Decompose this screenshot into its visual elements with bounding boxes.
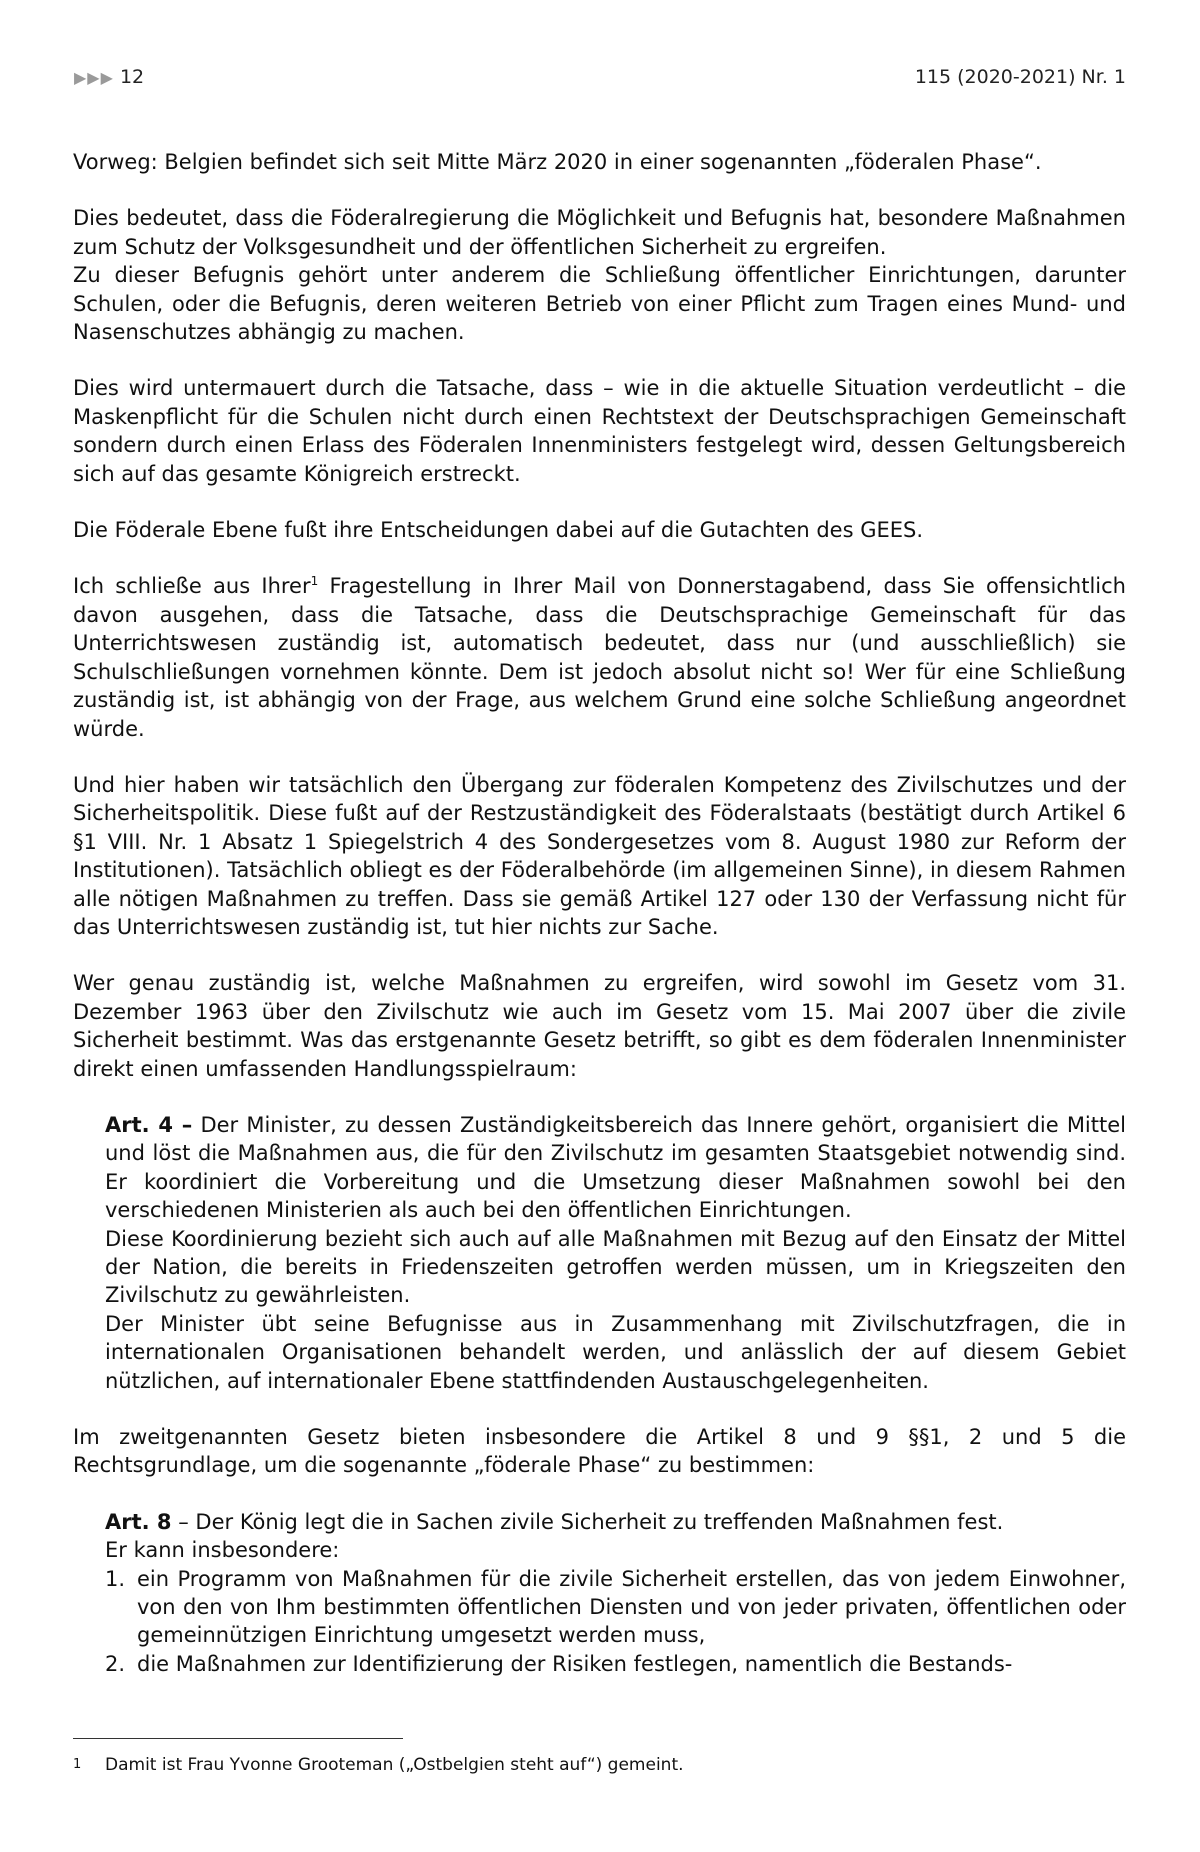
paragraph-text: Ich schließe aus Ihrer	[73, 574, 311, 599]
document-reference: 115 (2020-2021) Nr. 1	[914, 66, 1126, 88]
paragraph: Die Föderale Ebene fußt ihre Entscheidungen dabei auf die Gutachten des GEES.	[73, 518, 924, 543]
header-left	[74, 66, 144, 88]
page-header	[74, 66, 1126, 92]
quote-article-4	[105, 1111, 1126, 1395]
quote-paragraph: Diese Koordinierung bezieht sich auch auf alle Maßnahmen mit Bezug auf den Einsatz der Mittel der Nation, die bereits in Friedenszeiten getroffen werden müssen, um in Kriegszeiten den Zivilschutz zu gewährleisten.	[105, 1226, 1126, 1308]
list-number: 2.	[105, 1651, 126, 1676]
article-8-list	[105, 1565, 1126, 1679]
quote-paragraph: Er kann insbesondere:	[105, 1538, 340, 1563]
arrow-marker-icon: ▶▶▶	[74, 68, 114, 87]
list-item-text: ein Programm von Maßnahmen für die zivile Sicherheit erstellen, das von jedem Einwohner, von den von Ihm bestimmten öffentlichen Diensten und von jeder privaten, öffentlichen oder gemeinnützigen Einrichtung umgesetzt werden muss,	[137, 1566, 1126, 1648]
list-number: 1.	[105, 1566, 126, 1591]
quote-article-8	[105, 1508, 1126, 1678]
page-number: 12	[119, 66, 145, 88]
paragraph: Zu dieser Befugnis gehört unter anderem die Schließung öffentlicher Einrichtungen, darunter Schulen, oder die Befugnis, deren weiteren Betrieb von einer Pflicht zum Tragen eines Mund- und Nasenschutzes abhängig zu machen.	[73, 263, 1126, 345]
paragraph: Dies bedeutet, dass die Föderalregierung die Möglichkeit und Befugnis hat, besondere Maßnahmen zum Schutz der Volksgesundheit und der öffentlichen Sicherheit zu ergreifen.	[73, 206, 1126, 259]
list-item	[105, 1650, 1126, 1678]
quote-paragraph: Der Minister übt seine Befugnisse aus in Zusammenhang mit Zivilschutzfragen, die in internationalen Organisationen behandelt werden, und anlässlich der auf diesem Gebiet nützlichen, auf internationaler Ebene stattfindenden Austauschgelegenheiten.	[105, 1311, 1126, 1393]
quote-text: – Der König legt die in Sachen zivile Sicherheit zu treffenden Maßnahmen fest.	[171, 1509, 1004, 1534]
paragraph: Im zweitgenannten Gesetz bieten insbesondere die Artikel 8 und 9 §§1, 2 und 5 die Rechtsgrundlage, um die sogenannte „föderale Phase“ zu bestimmen:	[73, 1425, 1126, 1478]
article-label: Art. 8	[105, 1509, 172, 1534]
paragraph	[73, 572, 1126, 742]
quote-paragraph	[105, 1508, 1126, 1536]
list-item	[105, 1565, 1126, 1650]
paragraph: Dies wird untermauert durch die Tatsache, dass – wie in die aktuelle Situation verdeutlicht – die Maskenpflicht für die Schulen nicht durch einen Rechtstext der Deutschsprachigen Gemeinschaft sondern durch einen Erlass des Föderalen Innenministers festgelegt wird, dessen Geltungsbereich sich auf das gesamte Königreich erstreckt.	[73, 376, 1126, 486]
quote-paragraph	[105, 1111, 1126, 1225]
footnote-number: 1	[73, 1757, 82, 1772]
article-label: Art. 4 –	[105, 1112, 193, 1137]
paragraph: Vorweg: Belgien befindet sich seit Mitte März 2020 in einer sogenannten „föderalen Phase“.	[73, 150, 1042, 174]
footnote-separator	[73, 1738, 403, 1739]
footnote-reference[interactable]: 1	[310, 574, 319, 589]
paragraph: Und hier haben wir tatsächlich den Übergang zur föderalen Kompetenz des Zivilschutzes und der Sicherheitspolitik. Diese fußt auf der Restzuständigkeit des Föderalstaats (bestätigt durch Artikel 6 §1 VIII. Nr. 1 Absatz 1 Spiegelstrich 4 des Sondergesetzes vom 8. August 1980 zur Reform der Institutionen). Tatsächlich obliegt es der Föderalbehörde (im allgemeinen Sinne), in diesem Rahmen alle nötigen Maßnahmen zu treffen. Dass sie gemäß Artikel 127 oder 130 der Verfassung nicht für das Unterrichtswesen zuständig ist, tut hier nichts zur Sache.	[73, 772, 1126, 939]
footnote-text: Damit ist Frau Yvonne Grooteman („Ostbelgien steht auf“) gemeint.	[105, 1755, 684, 1775]
paragraph-text: Fragestellung in Ihrer Mail von Donnerstagabend, dass Sie offensichtlich davon ausgehen, dass die Tatsache, dass die Deutschsprachige Gemeinschaft für das Unterrichtswesen zuständig ist, automatisch bedeutet, dass nur (und ausschließlich) sie Schulschließungen vornehmen könnte. Dem ist jedoch absolut nicht so! Wer für eine Schließung zuständig ist, ist abhängig von der Frage, aus welchem Grund eine solche Schließung angeordnet würde.	[73, 574, 1126, 741]
paragraph: Wer genau zuständig ist, welche Maßnahmen zu ergreifen, wird sowohl im Gesetz vom 31. Dezember 1963 über den Zivilschutz wie auch im Gesetz vom 15. Mai 2007 über die zivile Sicherheit bestimmt. Was das erstgenannte Gesetz betrifft, so gibt es dem föderalen Innenminister direkt einen umfassenden Handlungsspielraum:	[73, 971, 1126, 1081]
quote-text: Der Minister, zu dessen Zuständigkeitsbereich das Innere gehört, organisiert die Mittel und löst die Maßnahmen aus, die für den Zivilschutz im gesamten Staatsgebiet notwendig sind. Er koordiniert die Vorbereitung und die Umsetzung dieser Maßnahmen sowohl bei den verschiedenen Ministerien als auch bei den öffentlichen Einrichtungen.	[105, 1112, 1126, 1223]
list-item-text: die Maßnahmen zur Identifizierung der Risiken festlegen, namentlich die Bestands-	[137, 1651, 1013, 1676]
document-body	[73, 148, 1126, 1706]
